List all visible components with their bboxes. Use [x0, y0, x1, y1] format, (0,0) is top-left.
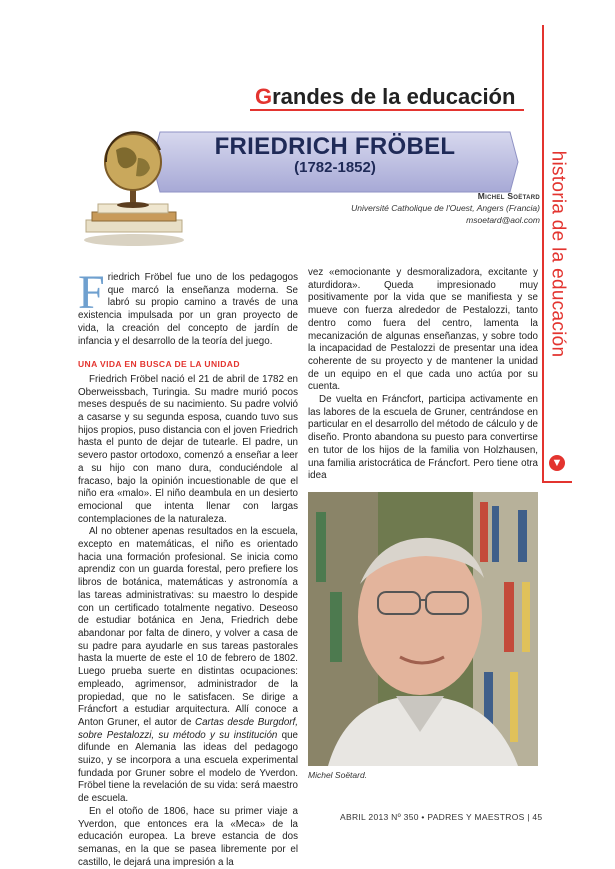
- subhead: UNA VIDA EN BUSCA DE LA UNIDAD: [78, 359, 240, 370]
- chevron-down-icon: ▼: [549, 455, 565, 471]
- paragraph-2-tail: que difunde en Alemania las ideas del pedagogo suizo, y se incorpora a una escuela experimental fundada por Gruner sobre el modelo de Yverdon. Fröbel tiene la revelación de su vida: será maestro de escuela.: [78, 729, 298, 805]
- article-dates: (1782-1852): [294, 159, 376, 176]
- intro-text: riedrich Fröbel fue uno de los pedagogos que marcó la enseñanza moderna. Se labró su propio camino a través de una existencia impulsada por un gran proyecto de vida, la creación del concepto de jardín de infancia y el desarrollo de la teoría del juego.: [78, 272, 298, 347]
- article-title: FRIEDRICH FRÖBEL: [214, 133, 456, 160]
- author-block: [280, 190, 540, 226]
- portrait-photo: [308, 492, 538, 766]
- paragraph-r2: De vuelta en Fráncfort, participa activamente en las labores de la escuela de Gruner, centrándose en particular en el desarrollo del método de cálculo y de diseño. Pronto abandona su puesto para convertirse en tutor de los hijos de la familia von Holzhausen, una familia aristocrática de Fráncfort. Pero tiene otra idea: [308, 394, 538, 482]
- paragraph-1: Friedrich Fröbel nació el 21 de abril de 1782 en Oberweissbach, Turingia. Su madre murió pocos meses después de su nacimiento. Su padre volvió a casarse y su segunda esposa, cuando tuvo sus hijos propios, puso distancia con el joven Friedrich hasta el punto de dejar de tutearle. El padre, un severo pastor ortodoxo, comenzó a enseñar a leer a su hijo con mano dura, conduciéndole al fracaso, bajo la opinión incuestionable de que el niño era «malo». El niño deambula en un desierto emocional que intenta llenar con largas contemplaciones de la naturaleza.: [78, 373, 298, 525]
- paragraph-r1: vez «emocionante y desmoralizadora, excitante y aturdidora». Queda impresionado muy positivamente por la vida que se manifiesta y se mueve con fuerza alrededor de Pestalozzi, tanto dentro como fuera del centro, lamenta la mecanización de algunas enseñanzas, y sobre todo la incapacidad de Pestalozzi de presentar una idea coherente de su proyecto y de mantener la unidad de un equipo en el que cada uno actúa por su cuenta.: [308, 267, 538, 393]
- intro-paragraph: [78, 266, 298, 348]
- side-tab-label-wrap: [542, 25, 572, 483]
- author-name: Michel Soëtard: [477, 191, 540, 201]
- section-rule: [250, 109, 524, 111]
- section-title-initial: G: [255, 84, 273, 109]
- author-email: msoetard@aol.com: [466, 215, 540, 225]
- paragraph-3: En el otoño de 1806, hace su primer viaje a Yverdon, que entonces era la «Meca» de la educación europea. La breve estancia de dos semanas, en la que se pasea libremente por el castillo, le dejará una impresión a la: [78, 805, 298, 868]
- article-column-right: [308, 267, 538, 483]
- page-footer: ABRIL 2013 Nº 350 • PADRES Y MAESTROS | 45: [340, 812, 543, 822]
- author-affiliation: Université Catholique de l'Ouest, Angers (Francia): [351, 203, 540, 213]
- drop-cap: F: [78, 266, 105, 319]
- side-tab-label: historia de la educación: [547, 150, 568, 358]
- book-title: Cartas desde Burgdorf, sobre Pestalozzi, su método y su institución: [78, 716, 298, 741]
- paragraph-2: [78, 526, 298, 805]
- globe-books-illustration: [78, 128, 188, 248]
- section-title: [255, 84, 515, 110]
- article-column-left: [78, 266, 298, 869]
- section-title-rest: randes de la educación: [272, 84, 516, 109]
- paragraph-2-text: Al no obtener apenas resultados en la escuela, excepto en matemáticas, el niño es orientado hacia una formación profesional. Se inicia como aprendiz con un guarda forestal, pero prefiere los libros de botánica, matemáticas y astronomía a las tareas administrativas: su maestro lo despide con un certificado totalmente negativo. Deseoso de estudiar botánica en Jena, Friedrich debe abandonar por falta de dinero, y volver a casa de su padre para ayudarle en sus tareas pastorales hasta la muerte de este el 10 de febrero de 1802. Luego prueba suerte en distintas ocupaciones: empleado, agrimensor, administrador de la propiedad, que no le satisfacen. Se dirige a Fráncfort a estudiar arquitectura. Allí conoce a Anton Gruner, el autor de: [78, 526, 298, 728]
- photo-caption: Michel Soëtard.: [308, 770, 368, 780]
